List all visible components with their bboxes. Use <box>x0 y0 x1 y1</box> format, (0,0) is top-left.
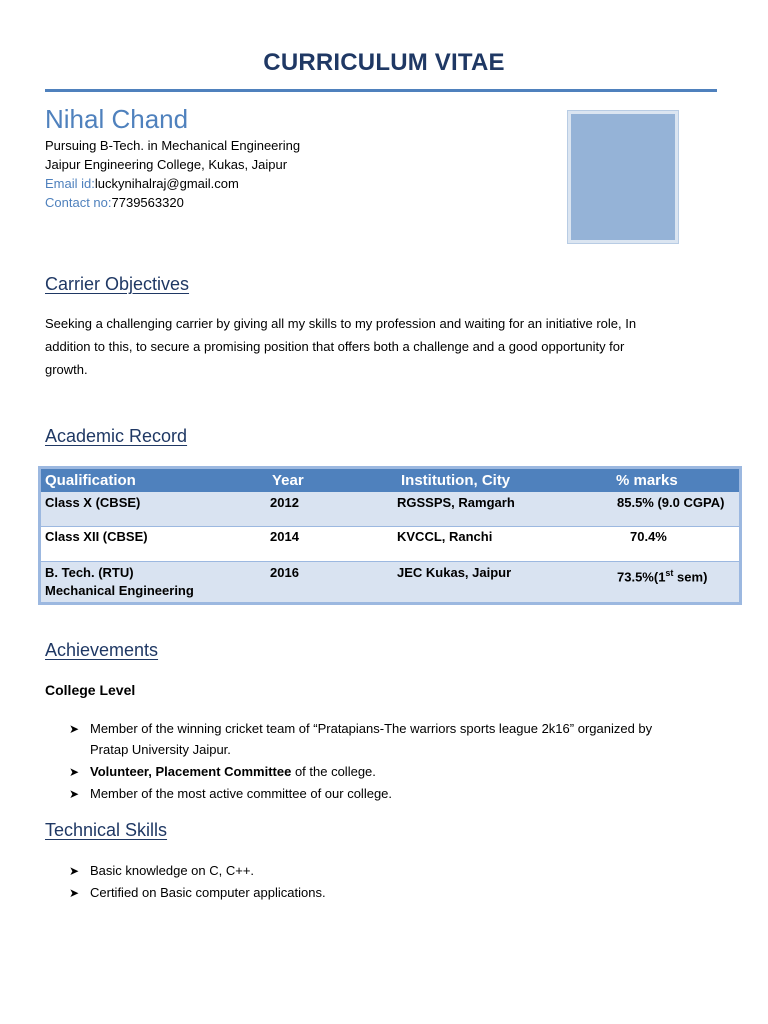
email-value: luckynihalraj@gmail.com <box>94 176 239 191</box>
college-line: Jaipur Engineering College, Kukas, Jaipur <box>45 157 288 172</box>
row3-institution: JEC Kukas, Jaipur <box>397 565 512 580</box>
arrow-bullet-icon: ➤ <box>69 864 80 878</box>
achievement-2: Volunteer, Placement Committee of the college. <box>90 764 376 779</box>
college-level-subheading: College Level <box>45 682 136 698</box>
academic-heading: Academic Record <box>45 426 188 446</box>
skill-1: Basic knowledge on C, C++. <box>90 863 255 878</box>
email-label: Email id: <box>45 176 95 191</box>
arrow-bullet-icon: ➤ <box>69 787 80 801</box>
col-institution: Institution, City <box>401 472 511 489</box>
arrow-bullet-icon: ➤ <box>69 765 80 779</box>
row2-institution: KVCCL, Ranchi <box>397 529 493 544</box>
photo-placeholder <box>567 110 679 244</box>
arrow-bullet-icon: ➤ <box>69 886 80 900</box>
objectives-line-2: addition to this, to secure a promising position that offers both a challenge and a good opportunity for <box>45 339 625 354</box>
row1-marks: 85.5% (9.0 CGPA) <box>617 495 725 510</box>
row1-qualification: Class X (CBSE) <box>45 495 141 510</box>
row2-year: 2014 <box>270 529 299 544</box>
table-header-row <box>41 469 739 492</box>
candidate-name: Nihal Chand <box>45 104 189 134</box>
achievements-heading: Achievements <box>45 640 159 660</box>
objectives-heading: Carrier Objectives <box>45 274 190 294</box>
achievements-list <box>69 718 729 808</box>
contact-label: Contact no: <box>45 195 112 210</box>
achievement-1-line-2: Pratap University Jaipur. <box>90 742 231 757</box>
col-marks: % marks <box>616 472 678 489</box>
row2-qualification: Class XII (CBSE) <box>45 529 148 544</box>
arrow-bullet-icon: ➤ <box>69 722 80 736</box>
contact-line <box>45 194 184 212</box>
col-year: Year <box>272 472 304 489</box>
achievement-1-line-1: Member of the winning cricket team of “Pratapians-The warriors sports league 2k16” organized by <box>90 721 653 736</box>
title-divider <box>45 89 717 92</box>
row1-year: 2012 <box>270 495 299 510</box>
row3-qualification: B. Tech. (RTU) <box>45 565 134 580</box>
photo-box <box>571 114 675 240</box>
achievement-3: Member of the most active committee of our college. <box>90 786 393 801</box>
row3-year: 2016 <box>270 565 299 580</box>
education-status: Pursuing B-Tech. in Mechanical Engineering <box>45 138 301 153</box>
row3-qualification-detail: Mechanical Engineering <box>45 583 194 598</box>
skills-list <box>69 860 729 910</box>
row2-marks: 70.4% <box>630 529 667 544</box>
row1-institution: RGSSPS, Ramgarh <box>397 495 515 510</box>
document-title: CURRICULUM VITAE <box>263 49 505 76</box>
objectives-line-3: growth. <box>45 362 88 377</box>
row3-marks: 73.5%(1st sem) <box>617 568 708 585</box>
objectives-line-1: Seeking a challenging carrier by giving all my skills to my profession and waiting for an initiative role, In <box>45 316 637 331</box>
contact-value: 7739563320 <box>111 195 184 210</box>
col-qualification: Qualification <box>45 472 136 489</box>
skills-heading: Technical Skills <box>45 820 168 840</box>
email-line <box>45 175 239 193</box>
academic-table <box>38 466 742 605</box>
skill-2: Certified on Basic computer applications. <box>90 885 326 900</box>
